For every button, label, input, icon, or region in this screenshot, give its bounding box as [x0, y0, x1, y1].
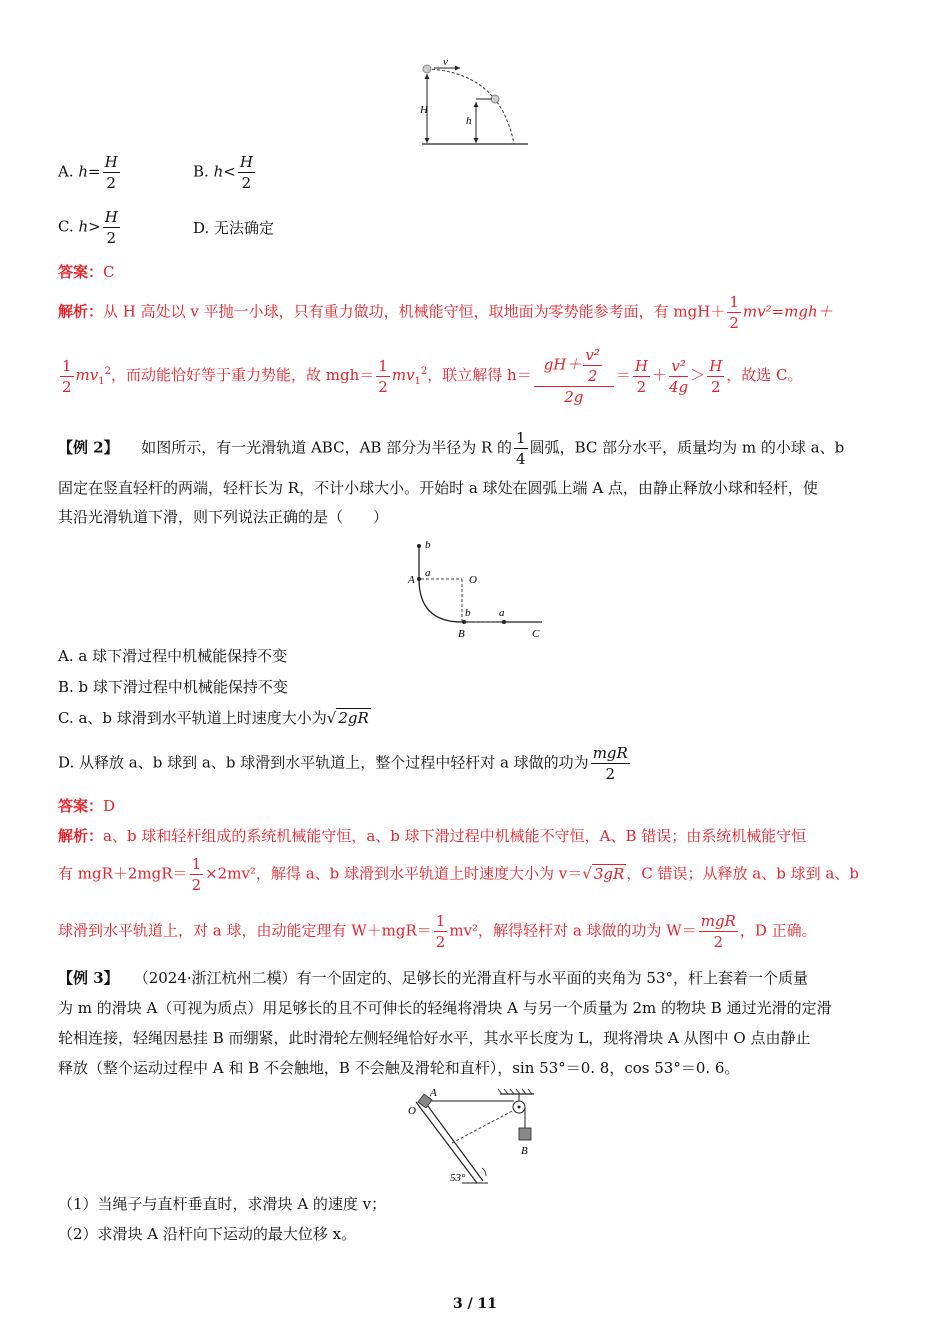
- fraction: $\frac{1}{2}$: [435, 912, 446, 951]
- fraction: $\frac{\text{mgR}}{2}$: [700, 912, 736, 951]
- sub-question-2: （2）求滑块 A 沿杆向下运动的最大位移 x。: [58, 1225, 357, 1243]
- question-2-stem: 固定在竖直轻杆的两端，轻杆长为 R，不计小球大小。开始时 a 球处在圆弧上端 A 点，由静止释放小球和轻杆，使: [58, 479, 818, 497]
- point-A-label: A: [408, 574, 415, 586]
- height-H-label: H: [420, 104, 428, 116]
- ball-a-label: a: [425, 567, 431, 579]
- answer: 答案：D: [58, 797, 116, 815]
- option-d: D. 从释放 a、b 球到 a、b 球滑到水平轨道上，整个过程中轻杆对 a 球做的功为 $\frac{\text{mgR}}{2}$: [58, 744, 628, 783]
- option-a: A. h= $\frac{H}{2}$: [58, 153, 118, 192]
- fraction: $\frac{1}{2}$: [729, 293, 739, 332]
- fraction: $\frac{H}{2}$: [239, 153, 253, 192]
- fraction: $\frac{H}{2}$: [104, 153, 118, 192]
- page-number: 3 / 11: [452, 1296, 498, 1312]
- option-c: C. a、b 球滑到水平轨道上时速度大小为√ 2gR: [58, 709, 369, 727]
- velocity-label: v: [443, 58, 448, 68]
- rod-pulley-figure: [402, 1088, 552, 1190]
- option-b: B. h< $\frac{H}{2}$: [193, 153, 253, 192]
- option-c: C. h> $\frac{H}{2}$: [58, 208, 118, 247]
- fraction: gH＋ $\frac{\text{v²}}{2}$ 2g: [534, 345, 614, 407]
- analysis-line: 球滑到水平轨道上，对 a 球，由动能定理有 W＋mgR＝ $\frac{1}{2}$ mv²，解得轻杆对 a 球做的功为 W＝ $\frac{\text{mgR}}{2}$ ，D 正确。: [58, 912, 817, 951]
- height-h-label: h: [466, 115, 472, 127]
- analysis-line: 解析：a、b 球和轻杆组成的系统机械能守恒，a、b 球下滑过程中机械能不守恒，A、B 错误；由系统机械能守恒: [58, 827, 807, 845]
- ball-b2-label: b: [465, 607, 471, 619]
- track-figure: [402, 536, 552, 644]
- center-O-label: O: [469, 574, 477, 586]
- ball-a2-label: a: [499, 607, 505, 619]
- fraction: $\frac{1}{4}$: [516, 429, 526, 468]
- sub-question-1: （1）当绳子与直杆垂直时，求滑块 A 的速度 v；: [58, 1195, 387, 1213]
- slider-A-label: A: [430, 1088, 437, 1099]
- analysis-line: 有 mgR＋2mgR＝ $\frac{1}{2}$ ×2mv²，解得 a、b 球滑到水平轨道上时速度大小为 v＝√ 3gR ，C 错误；从释放 a、b 球到 a、b: [58, 855, 859, 894]
- option-b: B. b 球下滑过程中机械能保持不变: [58, 678, 288, 696]
- ball-b-label: b: [425, 539, 431, 551]
- fraction: $\frac{H}{2}$: [104, 208, 118, 247]
- question-3-stem: 【例 3】 （2024·浙江杭州二模）有一个固定的、足够长的光滑直杆与水平面的夹角为 53°，杆上套着一个质量: [58, 969, 808, 987]
- angle-label: 53°: [450, 1172, 466, 1184]
- fraction: $\frac{1}{2}$: [62, 356, 72, 396]
- question-3-stem: 释放（整个运动过程中 A 和 B 不会触地，B 不会触及滑轮和直杆），sin 53°＝0. 8，cos 53°＝0. 6。: [58, 1059, 740, 1077]
- question-3-stem: 轮相连接，轻绳因悬挂 B 而绷紧，此时滑轮左侧轻绳恰好水平，其水平长度为 L，现将滑块 A 从图中 O 点由静止: [58, 1029, 811, 1047]
- option-a: A. a 球下滑过程中机械能保持不变: [58, 647, 288, 665]
- point-C-label: C: [532, 628, 540, 640]
- projectile-figure: [410, 58, 530, 150]
- point-O-label: O: [408, 1105, 416, 1117]
- question-2-stem: 【例 2】 如图所示，有一光滑轨道 ABC，AB 部分为半径为 R 的 $\frac{1}{4}$ 圆弧，BC 部分水平，质量均为 m 的小球 a、b: [58, 429, 845, 468]
- option-d: D. 无法确定: [193, 219, 275, 237]
- analysis-line: $\frac{1}{2}$ $mv_1^2$，而动能恰好等于重力势能，故 mgh＝ $\frac{1}{2}$ $mv_1^2$，联立解得 h＝ gH＋ $\frac{\text{v²}}{2}$ 2g ＝ $\frac{H}{2}$ ＋ $\frac{\text{v²}}{4g}$ ＞ $\frac{H}{2}$ ，故选 C。: [62, 346, 803, 406]
- analysis-line: 解析：从 H 高处以 v 平抛一小球，只有重力做功，机械能守恒，取地面为零势能参考面，有 mgH＋ $\frac{1}{2}$ mv²=mgh＋: [58, 293, 833, 332]
- block-B-label: B: [521, 1145, 528, 1157]
- question-2-stem: 其沿光滑轨道下滑，则下列说法正确的是（ ）: [58, 508, 389, 526]
- fraction: $\frac{1}{2}$: [378, 356, 388, 396]
- answer: 答案：C: [58, 263, 115, 281]
- fraction: $\frac{\text{mgR}}{2}$: [592, 744, 628, 783]
- point-B-label: B: [458, 628, 465, 640]
- question-3-stem: 为 m 的滑块 A（可视为质点）用足够长的且不可伸长的轻绳将滑块 A 与另一个质量为 2m 的物块 B 通过光滑的定滑: [58, 999, 832, 1017]
- fraction: $\frac{1}{2}$: [191, 855, 202, 894]
